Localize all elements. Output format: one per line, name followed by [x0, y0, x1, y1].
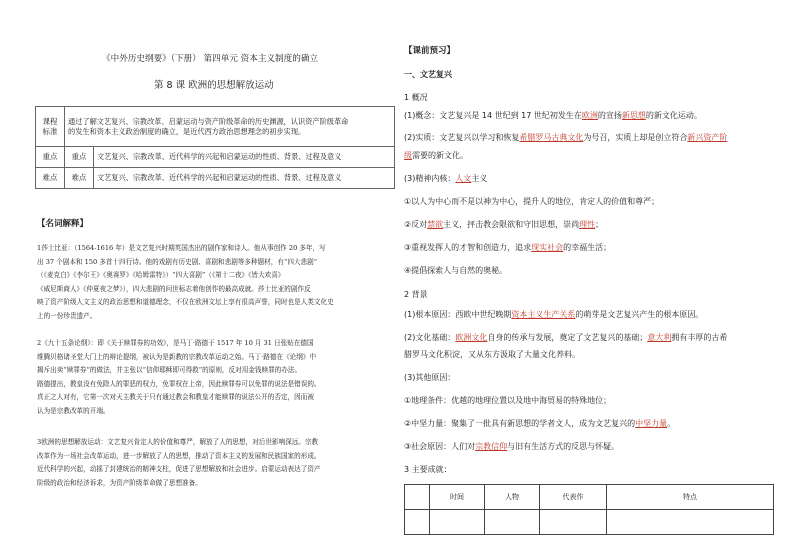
standard-text-cell: 通过了解文艺复兴、宗教改革、启蒙运动与资产阶级革命的历史渊源，认识资产阶级革命 的发生和资本主义政治制度的确立，是近代西方政治思想理念的初步实现。	[65, 107, 395, 147]
achievements-cell	[485, 510, 540, 535]
essence-line-2: 级需要的新文化。	[404, 151, 468, 160]
core-point-3: ③重视发挥人的才智和创造力，追求现实社会的幸福生活；	[404, 243, 612, 252]
subsection-achievements: 3 主要成就：	[404, 465, 452, 474]
achievements-cell	[540, 510, 607, 535]
header-time: 时间	[430, 485, 485, 510]
doc-title: 《中外历史纲要》（下册） 第四单元 资本主义制度的确立	[102, 54, 319, 64]
core-point-1: ①以人为中心而不是以神为中心，提升人的地位，肯定人的价值和尊严；	[404, 197, 660, 206]
subsection-overview: 1 概况	[404, 93, 428, 102]
key-point-label: 重点	[36, 147, 65, 168]
other-cause-1: ①地理条件：优越的地理位置以及地中海贸易的特殊地位；	[404, 396, 612, 405]
concept-line: (1)概念：文艺复兴是 14 世纪到 17 世纪初发生在欧洲的宣扬新思想的新文化运动。	[404, 111, 702, 120]
lesson-title: 第 8 课 欧洲的思想解放运动	[154, 80, 274, 91]
root-cause-line: (1)根本原因：西欧中世纪晚期资本主义生产关系的萌芽是文艺复兴产生的根本原因。	[404, 310, 704, 319]
course-standard-table	[35, 106, 395, 189]
achievements-cell	[430, 510, 485, 535]
core-point-2: ②反对禁欲主义，抨击教会限欲和守旧思想，崇尚理性；	[404, 220, 604, 229]
glossary-item-liberation: 3欧洲的思想解放运动：文艺复兴肯定人的价值和尊严，解放了人的思想，对后世影响深远。宗教 改革作为一场社会改革运动，进一步解放了人的思想，推动了资本主义的发展和民族国家的形成。 近代科学的兴起，动摇了封建统治的精神支柱，促进了思想解放和社会进步。启蒙运动表达了资产 阶级的政治和经济诉求，为资产阶级革命做了思想准备。	[37, 438, 321, 487]
achievements-cell	[607, 510, 774, 535]
header-person: 人物	[485, 485, 540, 510]
core-line: (3)精神内核：人文主义	[404, 174, 488, 183]
achievements-corner-cell	[405, 485, 430, 510]
glossary-heading: 【名词解释】	[37, 219, 89, 229]
key-point-text: 文艺复兴、宗教改革、近代科学的兴起和启蒙运动的性质、背景、过程及意义	[94, 147, 395, 168]
header-work: 代表作	[540, 485, 607, 510]
difficulty-sublabel: 难点	[65, 168, 94, 189]
section-renaissance: 一、文艺复兴	[404, 70, 452, 79]
other-cause-2: ②中坚力量：聚集了一批具有新思想的学者文人，成为文艺复兴的中坚力量。	[404, 419, 676, 428]
difficulty-label: 难点	[36, 168, 65, 189]
achievements-cell	[405, 510, 430, 535]
other-cause-3: ③社会原因：人们对宗教信仰与旧有生活方式的反思与怀疑。	[404, 442, 620, 451]
standard-label-cell: 课程 标准	[36, 107, 65, 147]
header-feature: 特点	[607, 485, 774, 510]
essence-line: (2)实质：文艺复兴以学习和恢复希腊罗马古典文化为号召，实质上却是创立符合新兴资产阶	[404, 133, 728, 142]
key-point-sublabel: 重点	[65, 147, 94, 168]
cultural-basis-line: (2)文化基础：欧洲文化自身的传承与发展，奠定了文艺复兴的基础；意大利拥有丰厚的古希	[404, 333, 728, 342]
difficulty-text: 文艺复兴、宗教改革、近代科学的兴起和启蒙运动的性质、背景、过程及意义	[94, 168, 395, 189]
preview-heading: 【课前预习】	[404, 46, 456, 56]
subsection-background: 2 背景	[404, 290, 428, 299]
other-causes: (3)其他原因：	[404, 373, 456, 382]
achievements-table	[404, 484, 774, 535]
glossary-item-shakespeare: 1莎士比亚：（1564-1616 年）是文艺复兴时期英国杰出的剧作家和诗人。他从事创作 20 多年，写 出 37 个剧本和 150 多首十四行诗。他的戏剧有历史剧、喜剧和悲剧等多种题材，有“四大悲剧” （《麦克白》《李尔王》《奥赛罗》《哈姆雷特》）“四大喜剧”（《第十二夜》《皆大欢喜》 《威尼斯商人》《仲夏夜之梦》），四大悲剧的问世标志着他创作的最高成就。莎士比亚的剧作反 映了资产阶级人文主义的政治思想和道德理念，不仅在欧洲文坛上享有很高声誉，同时也是人类文化史 上的一份珍贵遗产。	[37, 244, 334, 320]
core-point-4: ④提倡探索人与自然的奥秘。	[404, 266, 508, 275]
glossary-item-95-theses: 2《九十五条论纲》：即《关于赎罪券的功效》，是马丁·路德于 1517 年 10 月 31 日张贴在德国 维腾贝格诸圣堂大门上的辩论提纲，被认为是新教的宗教改革运动之始。马丁·路德在《论纲》中 揭斥出卖“赎罪券”的做法，并主张以“信仰耶稣即可得救”的原则，反对用金钱赎罪的办法。 路德提出，教皇没有免除人的罪恶的权力，免罪权在上帝，因此赎罪券可以免罪的说法是错误的。 真正之人对有，它第一次对天主教关于只有通过教会和教皇才能赎罪的说法公开的否定，因而被 认为是宗教改革的开端。	[37, 339, 321, 415]
cultural-basis-line-2: 腊罗马文化积淀，又从东方汲取了大量文化养料。	[404, 350, 580, 359]
